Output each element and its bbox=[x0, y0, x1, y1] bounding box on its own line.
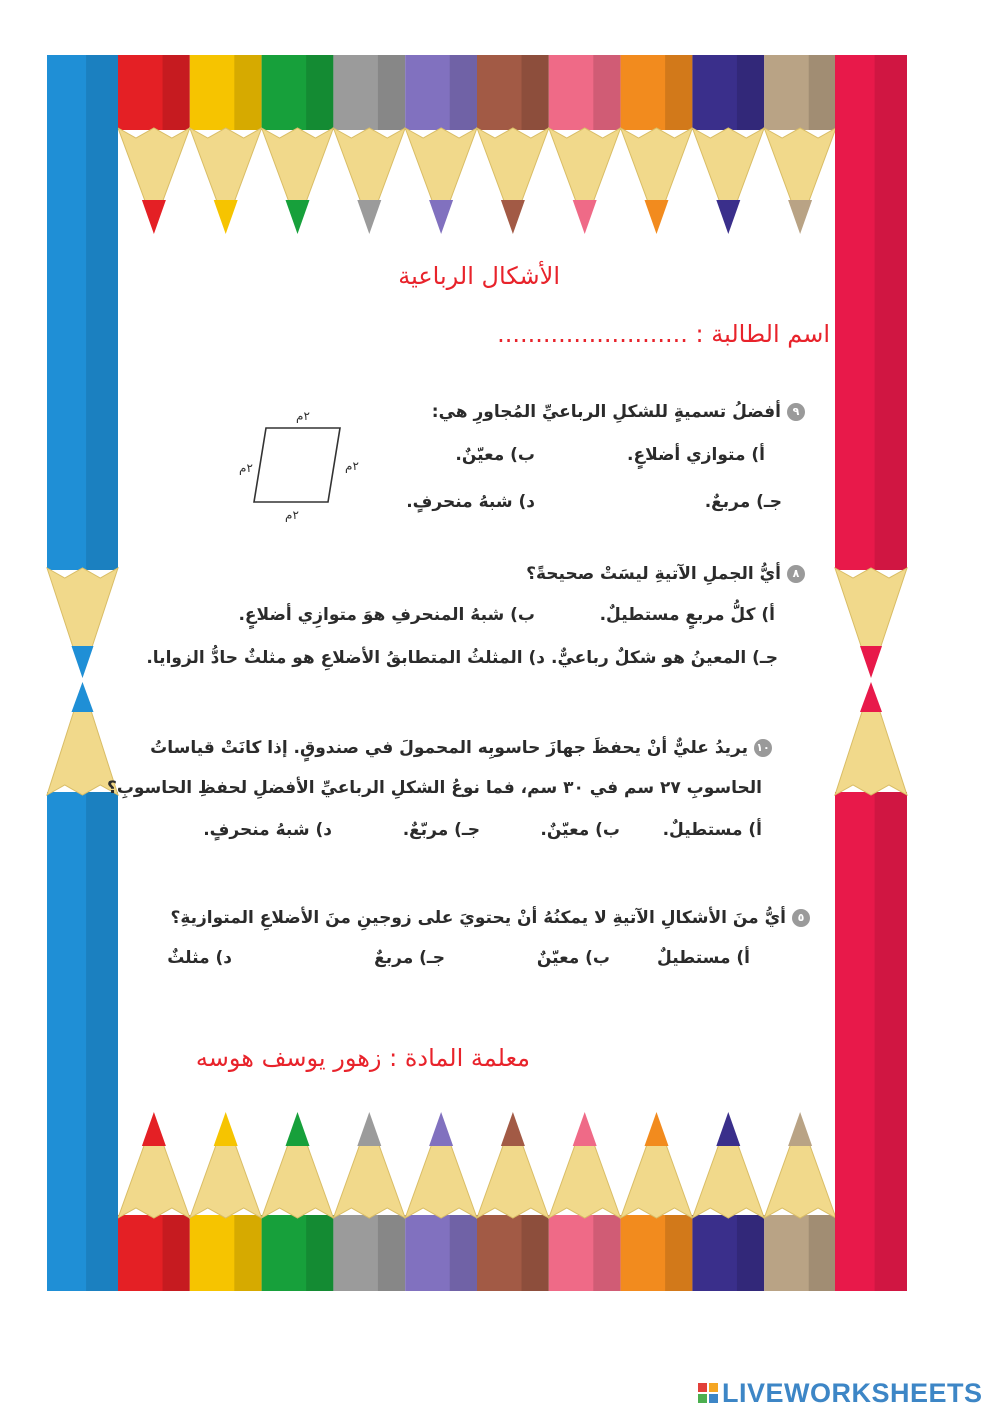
rhombus-side-bottom: ٢م bbox=[285, 508, 299, 522]
q9-option-b[interactable]: ب) معيّنٌ. bbox=[455, 445, 535, 465]
right-pencil-upper-shade bbox=[875, 55, 907, 570]
bottom-pencil-shade bbox=[809, 1215, 836, 1291]
rhombus-shape bbox=[254, 428, 340, 502]
bottom-pencil-shade bbox=[234, 1215, 261, 1291]
question-10-text: ١٠يريدُ عليٌّ أنْ يحفظَ جهازَ حاسوبِه المحمولَ في صندوقٍ. إذا كانَتْ قياساتُ bbox=[150, 738, 772, 758]
top-pencil-shade bbox=[809, 55, 836, 130]
q10-option-a[interactable]: أ) مستطيلٌ. bbox=[662, 820, 762, 840]
question-8-text: ٨أيُّ الجملِ الآتيةِ ليسَتْ صحيحةً؟ bbox=[526, 564, 805, 584]
top-pencil-shade bbox=[665, 55, 692, 130]
question-8-number: ٨ bbox=[787, 565, 805, 583]
q10-option-d[interactable]: د) شبهُ منحرفٍ. bbox=[203, 820, 332, 840]
top-pencil-shade bbox=[234, 55, 261, 130]
top-pencil-shade bbox=[737, 55, 764, 130]
top-pencil-shade bbox=[593, 55, 620, 130]
top-pencil-shade bbox=[163, 55, 190, 130]
left-pencil-upper-shade bbox=[86, 55, 118, 570]
bottom-pencil-shade bbox=[737, 1215, 764, 1291]
teacher-name: معلمة المادة : زهور يوسف هوسه bbox=[195, 1044, 530, 1072]
liveworksheets-logo[interactable] bbox=[698, 1378, 983, 1408]
q9-option-c[interactable]: جـ) مربعٌ. bbox=[704, 492, 782, 512]
q8-option-d[interactable]: د) المثلثُ المتطابقُ الأضلاعِ هو مثلثٌ حادُّ الزوايا. bbox=[146, 648, 545, 668]
liveworksheets-logo-icon bbox=[698, 1383, 718, 1403]
q10-option-c[interactable]: جـ) مربّعٌ. bbox=[402, 820, 480, 840]
rhombus-side-right: ٢م bbox=[345, 459, 359, 473]
question-5-text: ٥أيُّ منَ الأشكالِ الآتيةِ لا يمكنُهُ أنْ يحتويَ على زوجينِ منَ الأضلاعِ المتوازيةِ؟ bbox=[170, 908, 810, 928]
q5-option-a[interactable]: أ) مستطيلٌ bbox=[657, 948, 750, 968]
student-name-line bbox=[497, 320, 830, 348]
question-10-number: ١٠ bbox=[754, 739, 772, 757]
q5-option-c[interactable]: جـ) مربعٌ bbox=[374, 948, 445, 968]
bottom-pencil-shade bbox=[593, 1215, 620, 1291]
question-9-text: ٩أفضلُ تسميةٍ للشكلِ الرباعيِّ المُجاورِ هي: bbox=[432, 402, 805, 422]
top-pencil-shade bbox=[450, 55, 477, 130]
q8-option-c[interactable]: جـ) المعينُ هو شكلٌ رباعيٌّ. bbox=[551, 648, 778, 668]
right-pencil-lower-shade bbox=[875, 792, 907, 1291]
student-name-field[interactable]: ......................... bbox=[497, 320, 688, 348]
student-name-label: اسم الطالبة : bbox=[695, 320, 830, 348]
bottom-pencil-shade bbox=[163, 1215, 190, 1291]
rhombus-figure bbox=[228, 402, 378, 522]
q5-option-b[interactable]: ب) معيّنٌ bbox=[536, 948, 610, 968]
q8-option-a[interactable]: أ) كلُّ مربعٍ مستطيلٌ. bbox=[599, 605, 775, 625]
worksheet-paper bbox=[47, 55, 907, 1291]
question-5-number: ٥ bbox=[792, 909, 810, 927]
top-pencil-shade bbox=[378, 55, 405, 130]
bottom-pencil-shade bbox=[378, 1215, 405, 1291]
liveworksheets-brand-text: LIVEWORKSHEETS bbox=[722, 1377, 983, 1408]
q5-option-d[interactable]: د) مثلثٌ bbox=[167, 948, 232, 968]
q8-option-b[interactable]: ب) شبهُ المنحرفِ هوَ متوازِي أضلاعٍ. bbox=[238, 605, 535, 625]
q9-option-d[interactable]: د) شبهُ منحرفٍ. bbox=[406, 492, 535, 512]
question-9-number: ٩ bbox=[787, 403, 805, 421]
top-pencil-shade bbox=[306, 55, 333, 130]
q10-option-b[interactable]: ب) معيّنٌ. bbox=[540, 820, 620, 840]
page-title: الأشكال الرباعية bbox=[398, 262, 560, 290]
left-pencil-lower-shade bbox=[86, 792, 118, 1291]
q9-option-a[interactable]: أ) متوازي أضلاعٍ. bbox=[627, 445, 765, 465]
bottom-pencil-shade bbox=[306, 1215, 333, 1291]
bottom-pencil-shade bbox=[450, 1215, 477, 1291]
top-pencil-shade bbox=[522, 55, 549, 130]
question-10-text-line2: الحاسوبِ ٢٧ سم في ٣٠ سم، فما نوعُ الشكلِ الرباعيِّ الأفضلِ لحفظِ الحاسوبِ؟ bbox=[106, 778, 762, 798]
bottom-pencil-shade bbox=[665, 1215, 692, 1291]
bottom-pencil-shade bbox=[522, 1215, 549, 1291]
rhombus-side-left: ٢م bbox=[239, 461, 253, 475]
rhombus-side-top: ٢م bbox=[296, 409, 310, 423]
